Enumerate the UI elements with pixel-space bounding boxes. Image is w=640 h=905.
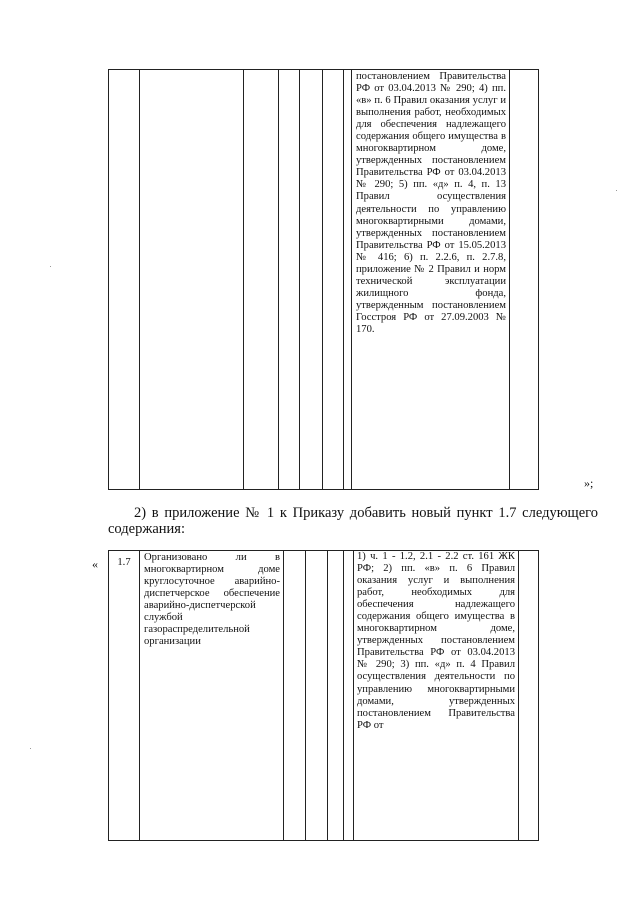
table-cell — [328, 551, 344, 841]
legal-references-cell — [354, 551, 519, 841]
opening-quote-mark: « — [92, 557, 98, 571]
scan-speck — [30, 748, 31, 749]
table-cell — [279, 70, 300, 490]
scan-speck — [616, 190, 617, 191]
amendment-paragraph-text: 2) в приложение № 1 к Приказу добавить новый пункт 1.7 следующего содержания: — [108, 505, 598, 537]
requirements-table-continued — [108, 69, 539, 490]
amendment-paragraph — [108, 505, 598, 537]
question-cell — [140, 551, 284, 841]
legal-references-text: постановлением Правительства РФ от 03.04.2013 № 290; 4) пп. «в» п. 6 Правил оказания услуг и выполнения работ, необходимых для обеспечения надлежащего содержания общего имущества в многоквартирном доме, утвержденных постановлением Правительства РФ от 03.04.2013 № 290; 5) пп. «д» п. 4, п. 13 Правил осуществления деятельности по управлению многоквартирными домами, утвержденных постановлением Правительства РФ от 15.05.2013 № 416; 6) п. 2.2.6, п. 2.7.8, приложение № 2 Правил и норм технической эксплуатации жилищного фонда, утвержденным постановлением Госстроя РФ от 27.09.2003 № 170. — [356, 71, 506, 335]
legal-references-text: 1) ч. 1 - 1.2, 2.1 - 2.2 ст. 161 ЖК РФ; 2) пп. «в» п. 6 Правил оказания услуг и выполнения работ, необходимых для обеспечения надлежащего содержания общего имущества в многоквартирном доме, утвержденных постановлением Правительства РФ от 03.04.2013 № 290; 3) пп. «д» п. 4 Правил осуществления деятельности по управлению многоквартирными домами, утвержденных постановлением Правительства РФ от — [357, 551, 515, 731]
legal-references-cell — [352, 70, 510, 490]
table-cell — [344, 70, 352, 490]
table-cell — [109, 70, 140, 490]
table-cell — [306, 551, 328, 841]
question-text: Организовано ли в многоквартирном доме круглосуточное аварийно-диспетчерское обеспечение аварийно-диспетчерской службой газораспределительной организации — [144, 552, 280, 648]
table-cell — [300, 70, 323, 490]
table-cell — [284, 551, 306, 841]
new-item-table — [108, 550, 539, 841]
table-cell — [140, 70, 244, 490]
table-cell — [510, 70, 539, 490]
table-cell — [519, 551, 539, 841]
table-cell — [344, 551, 354, 841]
table-cell — [323, 70, 344, 490]
item-number: 1.7 — [117, 557, 131, 568]
table-cell — [244, 70, 279, 490]
item-number-cell — [109, 551, 140, 841]
closing-quote-mark: »; — [584, 476, 594, 490]
scan-speck — [50, 266, 51, 267]
